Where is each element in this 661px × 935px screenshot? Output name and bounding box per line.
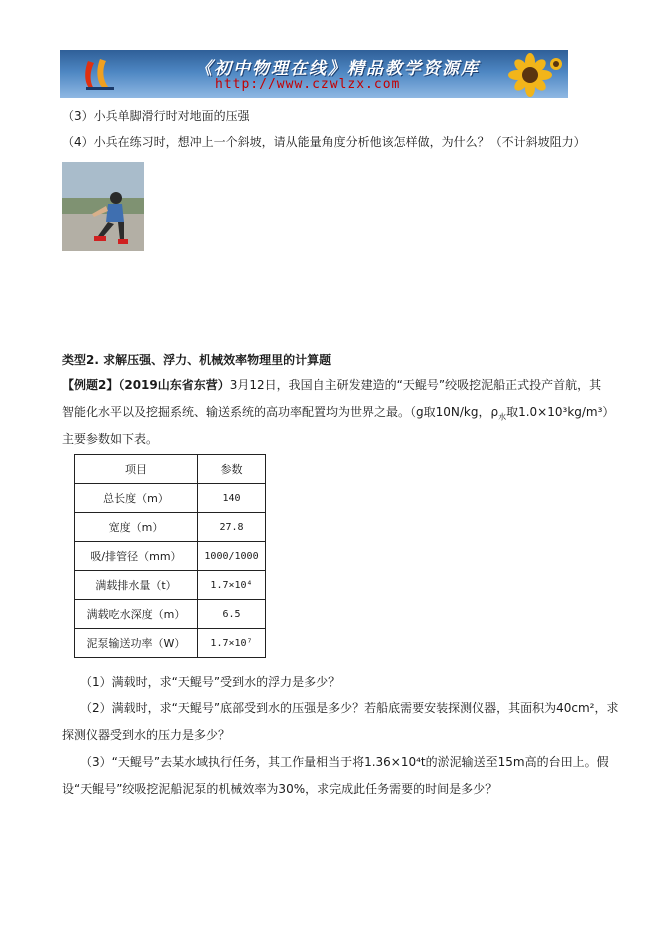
example-line-3: 主要参数如下表。: [62, 432, 159, 446]
table-cell-value: 1.7×10⁷: [198, 629, 266, 658]
table-cell-value: 1000/1000: [198, 542, 266, 571]
example-source: （2019山东省东营）: [118, 378, 230, 392]
table-row: [75, 542, 266, 571]
example-line-2-end: 取1.0×10³kg/m³）: [506, 405, 615, 419]
example-intro: 3月12日，我国自主研发建造的“天鲲号”绞吸挖泥船正式投产首航，其: [229, 378, 602, 392]
table-row: [75, 571, 266, 600]
question-4-text: （4）小兵在练习时，想冲上一个斜坡，请从能量角度分析他该怎样做，为什么？（不计斜坡阻力）: [62, 135, 586, 149]
table-cell-item: 泥泵输送功率（W）: [75, 629, 198, 658]
section-title: 类型2. 求解压强、浮力、机械效率物理里的计算题: [62, 353, 332, 367]
skater-photo: [62, 162, 144, 251]
table-row: [75, 513, 266, 542]
banner-title: 《初中物理在线》精品教学资源库: [195, 59, 480, 79]
table-header-param: 参数: [198, 455, 266, 484]
table-cell-item: 宽度（m）: [75, 513, 198, 542]
sunflower-icon: [506, 52, 564, 98]
banner-url[interactable]: http://www.czwlzx.com: [215, 77, 401, 92]
site-logo-icon: [80, 55, 120, 93]
table-cell-value: 6.5: [198, 600, 266, 629]
subquestion-3-line-1: （3）“天鲲号”去某水域执行任务，其工作量相当于将1.36×10⁴t的淤泥输送至15m高的台田上。假: [80, 755, 609, 769]
table-cell-item: 满载排水量（t）: [75, 571, 198, 600]
example-line-2: [62, 404, 614, 425]
subquestion-2-line-2: 探测仪器受到水的压力是多少？: [62, 728, 231, 742]
table-cell-item: 满载吃水深度（m）: [75, 600, 198, 629]
header-banner: [60, 50, 568, 98]
subquestion-3-line-2: 设“天鲲号”绞吸挖泥船泥泵的机械效率为30%，求完成此任务需要的时间是多少？: [62, 782, 498, 796]
rho-subscript: 水: [498, 412, 507, 422]
example-line-2-text: 智能化水平以及挖掘系统、输送系统的高功率配置均为世界之最。（g取10N/kg，ρ: [62, 405, 499, 419]
table-header-row: [75, 455, 266, 484]
subquestion-2-line-1: （2）满载时，求“天鲲号”底部受到水的压强是多少？若船底需要安装探测仪器，其面积为40cm²，求: [80, 701, 619, 715]
table-cell-value: 1.7×10⁴: [198, 571, 266, 600]
table-cell-item: 吸/排管径（mm）: [75, 542, 198, 571]
table-row: [75, 484, 266, 513]
parameter-table: [74, 454, 266, 658]
example-label: 【例题2】: [62, 378, 119, 392]
table-row: [75, 600, 266, 629]
table-cell-value: 140: [198, 484, 266, 513]
subquestion-1: （1）满载时，求“天鲲号”受到水的浮力是多少？: [80, 675, 341, 689]
question-3-text: （3）小兵单脚滑行时对地面的压强: [62, 109, 250, 123]
table-cell-value: 27.8: [198, 513, 266, 542]
example-line-1: [62, 377, 601, 393]
table-cell-item: 总长度（m）: [75, 484, 198, 513]
table-row: [75, 629, 266, 658]
table-header-item: 项目: [75, 455, 198, 484]
